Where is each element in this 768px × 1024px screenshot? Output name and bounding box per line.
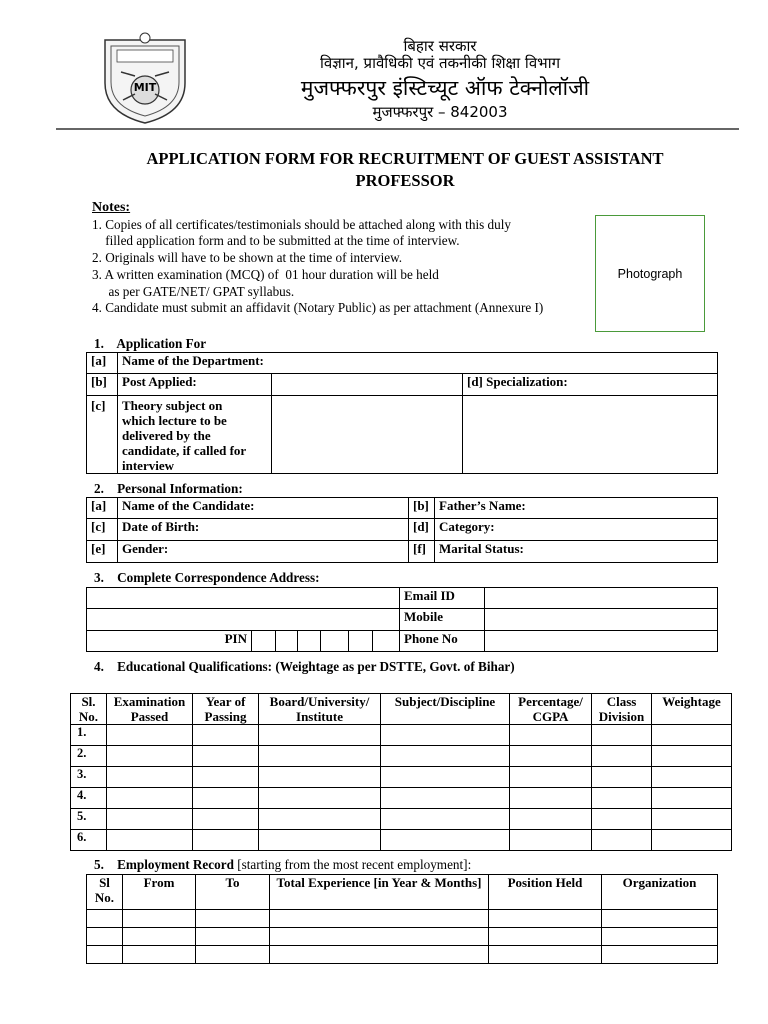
row-key: [e]	[87, 541, 118, 563]
section-5-note: [starting from the most recent employment]:	[233, 857, 472, 872]
post-applied-field[interactable]	[272, 374, 463, 396]
note-line: 3. A written examination (MCQ) of 01 hour duration will be held	[92, 266, 439, 282]
phone-label: Phone No	[400, 631, 485, 652]
email-label: Email ID	[400, 588, 485, 609]
col-header-percentage: Percentage/ CGPA	[510, 694, 592, 725]
cell[interactable]	[193, 830, 259, 851]
cell[interactable]	[592, 830, 652, 851]
row-key: [b]	[87, 374, 118, 396]
cell[interactable]	[592, 767, 652, 788]
row-key: [c]	[87, 396, 118, 474]
cell[interactable]	[652, 788, 732, 809]
cell[interactable]	[259, 809, 381, 830]
cell[interactable]	[87, 910, 123, 928]
dob-field[interactable]	[118, 519, 409, 541]
department-label: Name of the Department:	[122, 353, 264, 368]
note-line: as per GATE/NET/ GPAT syllabus.	[92, 283, 295, 299]
form-title-line-1: APPLICATION FORM FOR RECRUITMENT OF GUEST ASSISTANT	[146, 149, 664, 168]
col-header-to: To	[196, 875, 270, 910]
cell[interactable]	[489, 946, 602, 964]
table-row	[87, 946, 718, 964]
cell[interactable]	[270, 928, 489, 946]
cell[interactable]	[259, 788, 381, 809]
header-divider	[56, 128, 739, 130]
header-line-3: मुजफ्फरपुर इंस्टिच्यूट ऑफ टेक्नोलॉजी	[300, 76, 590, 100]
cell[interactable]	[107, 809, 193, 830]
header-line-2: विज्ञान, प्रावैधिकी एवं तकनीकी शिक्षा विभाग	[319, 54, 561, 72]
table-row	[71, 830, 732, 851]
cell[interactable]	[107, 767, 193, 788]
pin-digit-box[interactable]	[373, 631, 400, 652]
gender-label: Gender:	[122, 541, 169, 556]
employment-table	[86, 874, 718, 964]
col-header-weightage: Weightage	[652, 694, 732, 725]
cell[interactable]	[510, 746, 592, 767]
cell[interactable]	[381, 788, 510, 809]
marital-status-field[interactable]	[435, 541, 718, 563]
cell[interactable]	[196, 946, 270, 964]
theory-subject-field-2[interactable]	[463, 396, 718, 474]
section-4-heading: 4. Educational Qualifications: (Weightage as per DSTTE, Govt. of Bihar)	[94, 659, 515, 674]
cell[interactable]	[259, 767, 381, 788]
row-number: 1.	[71, 725, 107, 746]
pin-digit-box[interactable]	[252, 631, 276, 652]
section-1-heading: 1. Application For	[94, 336, 207, 351]
table-row	[71, 767, 732, 788]
cell[interactable]	[510, 767, 592, 788]
education-table	[70, 693, 732, 851]
mobile-field[interactable]	[485, 609, 718, 631]
cell[interactable]	[196, 928, 270, 946]
cell[interactable]	[193, 767, 259, 788]
cell[interactable]	[270, 946, 489, 964]
cell[interactable]	[123, 946, 196, 964]
col-header-sl: Sl. No.	[71, 694, 107, 725]
photograph-label: Photograph	[617, 266, 683, 281]
cell[interactable]	[652, 809, 732, 830]
candidate-name-label: Name of the Candidate:	[122, 498, 255, 513]
cell[interactable]	[193, 809, 259, 830]
cell[interactable]	[381, 746, 510, 767]
row-number: 2.	[71, 746, 107, 767]
theory-subject-line: candidate, if called for	[122, 443, 247, 458]
theory-subject-line: Theory subject on	[122, 398, 223, 413]
cell[interactable]	[592, 809, 652, 830]
table-row	[71, 725, 732, 746]
theory-subject-line: interview	[122, 458, 174, 473]
cell[interactable]	[510, 725, 592, 746]
col-header-sl: Sl No.	[87, 875, 123, 910]
address-line-1[interactable]	[87, 588, 400, 609]
category-label: Category:	[439, 519, 495, 534]
cell[interactable]	[602, 910, 718, 928]
address-table	[86, 587, 718, 652]
cell[interactable]	[107, 725, 193, 746]
cell[interactable]	[381, 767, 510, 788]
row-key: [d]	[409, 519, 435, 541]
cell[interactable]	[602, 946, 718, 964]
cell[interactable]	[381, 725, 510, 746]
col-header-exam: Examination Passed	[107, 694, 193, 725]
cell[interactable]	[123, 910, 196, 928]
cell[interactable]	[107, 788, 193, 809]
table-row	[71, 788, 732, 809]
address-line-3[interactable]	[87, 631, 207, 652]
cell[interactable]	[592, 746, 652, 767]
cell[interactable]	[87, 946, 123, 964]
photograph-box[interactable]	[595, 215, 705, 332]
cell[interactable]	[270, 910, 489, 928]
notes-heading: Notes:	[92, 200, 131, 215]
col-header-organization: Organization	[602, 875, 718, 910]
theory-subject-label	[118, 396, 272, 474]
father-name-field[interactable]	[435, 498, 718, 519]
cell[interactable]	[652, 725, 732, 746]
category-field[interactable]	[435, 519, 718, 541]
table-row	[71, 746, 732, 767]
logo-text: MIT	[133, 81, 157, 94]
cell[interactable]	[592, 725, 652, 746]
table-row	[71, 809, 732, 830]
theory-subject-line: which lecture to be	[122, 413, 227, 428]
cell[interactable]	[602, 928, 718, 946]
cell[interactable]	[652, 830, 732, 851]
cell[interactable]	[107, 830, 193, 851]
row-number: 3.	[71, 767, 107, 788]
header-line-1: बिहार सरकार	[403, 37, 477, 55]
cell[interactable]	[259, 830, 381, 851]
col-header-experience: Total Experience [in Year & Months]	[270, 875, 489, 910]
row-key: [c]	[87, 519, 118, 541]
cell[interactable]	[87, 928, 123, 946]
row-key: [b]	[409, 498, 435, 519]
candidate-name-field[interactable]	[118, 498, 409, 519]
row-number: 4.	[71, 788, 107, 809]
pin-digit-box[interactable]	[321, 631, 349, 652]
cell[interactable]	[381, 809, 510, 830]
note-line: 4. Candidate must submit an affidavit (Notary Public) as per attachment (Annexure I)	[92, 300, 544, 316]
row-key: [a]	[87, 353, 118, 374]
specialization-field[interactable]	[463, 374, 718, 396]
father-name-label: Father’s Name:	[439, 498, 526, 513]
note-line: 1. Copies of all certificates/testimonials should be attached along with this duly	[92, 216, 511, 232]
col-header-board: Board/University/ Institute	[259, 694, 381, 725]
cell[interactable]	[107, 746, 193, 767]
cell[interactable]	[123, 928, 196, 946]
cell[interactable]	[652, 767, 732, 788]
row-number: 5.	[71, 809, 107, 830]
col-header-position: Position Held	[489, 875, 602, 910]
address-line-2[interactable]	[87, 609, 400, 631]
col-header-subject: Subject/Discipline	[381, 694, 510, 725]
cell[interactable]	[193, 725, 259, 746]
col-header-class: Class Division	[592, 694, 652, 725]
cell[interactable]	[652, 746, 732, 767]
cell[interactable]	[489, 928, 602, 946]
section-5-heading	[94, 857, 471, 873]
specialization-label: [d] Specialization:	[467, 374, 568, 389]
section-2-heading: 2. Personal Information:	[94, 481, 243, 496]
personal-info-table	[86, 497, 718, 563]
form-title-line-2: PROFESSOR	[355, 171, 455, 190]
application-for-table	[86, 352, 718, 474]
row-key: [a]	[87, 498, 118, 519]
col-header-from: From	[123, 875, 196, 910]
row-key: [f]	[409, 541, 435, 563]
cell[interactable]	[592, 788, 652, 809]
pin-digit-box[interactable]	[276, 631, 298, 652]
gender-field[interactable]	[118, 541, 409, 563]
email-field[interactable]	[485, 588, 718, 609]
note-line: filled application form and to be submitted at the time of interview.	[92, 233, 460, 249]
col-header-year: Year of Passing	[193, 694, 259, 725]
table-row	[87, 928, 718, 946]
department-name-field[interactable]	[118, 353, 718, 374]
theory-subject-field[interactable]	[272, 396, 463, 474]
cell[interactable]	[259, 725, 381, 746]
cell[interactable]	[196, 910, 270, 928]
row-number: 6.	[71, 830, 107, 851]
section-3-heading: 3. Complete Correspondence Address:	[94, 570, 320, 585]
cell[interactable]	[510, 788, 592, 809]
cell[interactable]	[193, 746, 259, 767]
institute-logo	[95, 28, 195, 126]
cell[interactable]	[193, 788, 259, 809]
cell[interactable]	[510, 830, 592, 851]
phone-field[interactable]	[485, 631, 718, 652]
note-line: 2. Originals will have to be shown at the time of interview.	[92, 250, 403, 266]
cell[interactable]	[510, 809, 592, 830]
form-title	[60, 148, 750, 192]
notes-block	[92, 200, 592, 317]
cell[interactable]	[259, 746, 381, 767]
table-row	[87, 910, 718, 928]
cell[interactable]	[381, 830, 510, 851]
header-line-4: मुजफ्फरपुर – 842003	[372, 103, 508, 121]
section-5-title: 5. Employment Record	[94, 857, 234, 872]
marital-status-label: Marital Status:	[439, 541, 524, 556]
mobile-label: Mobile	[400, 609, 485, 631]
post-applied-label: Post Applied:	[118, 374, 272, 396]
pin-digit-box[interactable]	[298, 631, 321, 652]
cell[interactable]	[489, 910, 602, 928]
pin-label: PIN	[207, 631, 252, 652]
dob-label: Date of Birth:	[122, 519, 200, 534]
pin-digit-box[interactable]	[349, 631, 373, 652]
theory-subject-line: delivered by the	[122, 428, 211, 443]
